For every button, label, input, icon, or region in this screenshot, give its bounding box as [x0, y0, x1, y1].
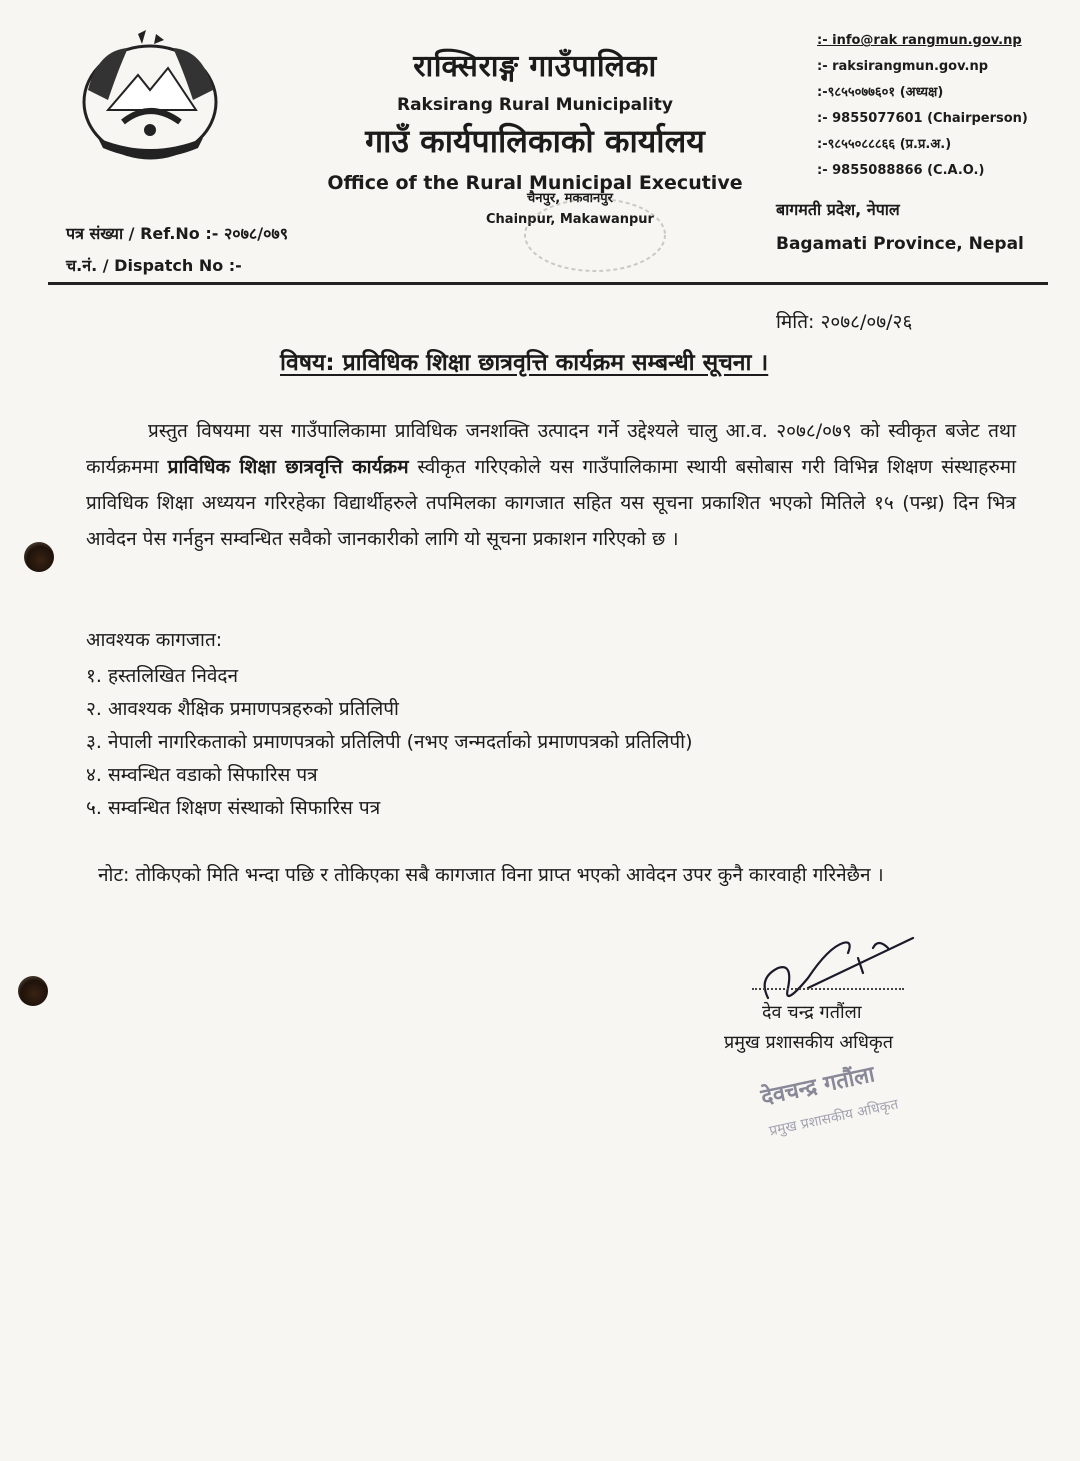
required-docs-heading: आवश्यक कागजात: — [86, 629, 223, 651]
letter-date: मिति: २०७८/०७/२६ — [776, 311, 913, 333]
punch-hole — [18, 976, 48, 1006]
list-item: २. आवश्यक शैक्षिक प्रमाणपत्रहरुको प्रतिलिपी — [86, 698, 399, 720]
municipality-name-en: Raksirang Rural Municipality — [396, 95, 673, 115]
reference-numbers — [66, 218, 288, 282]
list-item: १. हस्तलिखित निवेदन — [86, 665, 239, 687]
body-text-bold: प्राविधिक शिक्षा छात्रवृत्ति कार्यक्रम — [167, 456, 409, 478]
address-np: चैनपुर, मकवानपुर — [527, 191, 613, 206]
phone-cao-np: :-९८५५०८८८६६ (प्र.प्र.अ.) — [817, 137, 952, 152]
phone-cao-en: :- 9855088866 (C.A.O.) — [817, 163, 985, 178]
stamp-name: देवचन्द्र गतौंला — [758, 1062, 877, 1111]
phone-chair-np: :-९८५५०७७६०१ (अध्यक्ष) — [817, 85, 944, 100]
website-link[interactable]: :- raksirangmun.gov.np — [817, 59, 989, 74]
body-text-1: प्रस्तुत विषयमा यस गाउँपालिकामा प्राविधिक जनशक्ति उत्पादन गर्ने उद्देश्यले चालु आ.व. २०७८/०७९ को स्वीकृत बजेट तथा कार्यक्रममा — [86, 420, 1016, 478]
dispatch-no: च.नं. / Dispatch No :- — [66, 256, 242, 275]
signatory-name: देव चन्द्र गतौंला — [762, 1002, 862, 1023]
stamp-title: प्रमुख प्रशासकीय अधिकृत — [767, 1096, 900, 1140]
list-item: ४. सम्वन्धित वडाको सिफारिस पत्र — [86, 764, 318, 786]
office-name-np: गाउँ कार्यपालिकाको कार्यालय — [365, 122, 705, 160]
letter-subject: विषय: प्राविधिक शिक्षा छात्रवृत्ति कार्यक्रम सम्बन्धी सूचना । — [280, 350, 769, 376]
required-docs-list — [86, 660, 693, 825]
ref-no: पत्र संख्या / Ref.No :- २०७८/०७९ — [66, 224, 289, 243]
contact-info — [817, 28, 1047, 184]
body-text-2: स्वीकृत गरिएकोले यस गाउँपालिकामा स्थायी बसोबास गरी विभिन्न शिक्षण संस्थाहरुमा प्राविधिक शिक्षा अध्ययन गरिरहेका विद्यार्थीहरुले तपमिलका कागजात सहित यस सूचना प्रकाशित भएको मितिले १५ (पन्ध्र) दिन भित्र आवेदन पेस गर्नहुन सम्वन्धित सवैको जानकारीको लागि यो सूचना प्रकाशन गरिएको छ । — [86, 456, 1016, 550]
list-item: ५. सम्वन्धित शिक्षण संस्थाको सिफारिस पत्र — [86, 797, 381, 819]
signature-line — [752, 988, 904, 990]
faded-stamp-icon — [520, 195, 670, 275]
punch-hole — [24, 542, 54, 572]
header-divider — [48, 282, 1048, 285]
letterhead — [300, 40, 770, 194]
list-item: ३. नेपाली नागरिकताको प्रमाणपत्रको प्रतिलिपी (नभए जन्मदर्ताको प्रमाणपत्रको प्रतिलिपी) — [86, 731, 693, 753]
letter-note: नोट: तोकिएको मिति भन्दा पछि र तोकिएका सबै कागजात विना प्राप्त भएको आवेदन उपर कुनै कारवाही गरिनेछैन । — [98, 864, 884, 886]
nepal-emblem-icon — [68, 30, 233, 165]
province-np: बागमती प्रदेश, नेपाल — [776, 200, 900, 219]
province-info — [776, 198, 1056, 254]
letter-body — [86, 413, 1016, 557]
signatory-title: प्रमुख प्रशासकीय अधिकृत — [724, 1032, 893, 1053]
address-en: Chainpur, Makawanpur — [486, 212, 654, 227]
office-name-en: Office of the Rural Municipal Executive — [327, 172, 743, 194]
province-en: Bagamati Province, Nepal — [776, 234, 1024, 254]
municipality-name-np: राक्सिराङ्ग गाउँपालिका — [413, 49, 657, 84]
phone-chair-en: :- 9855077601 (Chairperson) — [817, 111, 1028, 126]
email-link[interactable]: :- info@rak rangmun.gov.np — [817, 33, 1022, 48]
